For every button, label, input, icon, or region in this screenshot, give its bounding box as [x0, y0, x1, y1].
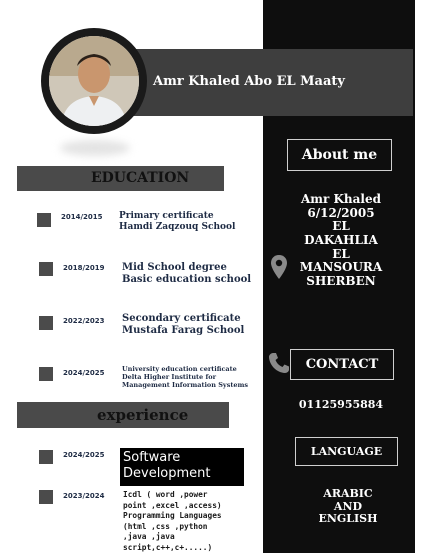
experience-year: 2024/2025: [63, 451, 105, 459]
education-year: 2014/2015: [61, 213, 103, 221]
phone-icon: [268, 352, 290, 374]
education-year: 2022/2023: [63, 317, 105, 325]
language-list: ARABIC AND ENGLISH: [318, 487, 378, 526]
education-year: 2018/2019: [63, 264, 105, 272]
education-entry: Mid School degree Basic education school: [122, 262, 252, 285]
education-bullet: [37, 213, 51, 227]
education-entry: Secondary certificate Mustafa Farag School: [122, 313, 245, 336]
about-details: Amr Khaled 6/12/2005 EL DAKAHLIA EL MANSOURA SHERBEN: [299, 192, 383, 289]
phone-number: 01125955884: [298, 398, 384, 411]
experience-bullet: [39, 490, 53, 504]
education-year: 2024/2025: [63, 369, 105, 377]
skills-list: Icdl ( word ,power point ,excel ,access) Programming Languages (html ,css ,python ,java ,java script,c++,c+.....): [123, 490, 222, 552]
avatar-shadow: [60, 140, 130, 156]
avatar: [49, 36, 139, 126]
experience-bullet: [39, 450, 53, 464]
contact-title: CONTACT: [290, 349, 394, 380]
experience-role: Software Development: [120, 448, 244, 486]
education-bullet: [39, 316, 53, 330]
education-title: EDUCATION: [91, 170, 190, 186]
education-entry: University education certificate Delta Higher Institute for Management Information Systems: [122, 365, 249, 389]
full-name: Amr Khaled Abo EL Maaty: [153, 74, 345, 89]
experience-title: experience: [97, 406, 189, 424]
experience-year: 2023/2024: [63, 492, 105, 500]
about-title: About me: [287, 139, 392, 171]
education-bullet: [39, 367, 53, 381]
education-entry: Primary certificate Hamdi Zaqzouq School: [119, 211, 236, 232]
education-bullet: [39, 262, 53, 276]
language-title: LANGUAGE: [295, 437, 398, 466]
